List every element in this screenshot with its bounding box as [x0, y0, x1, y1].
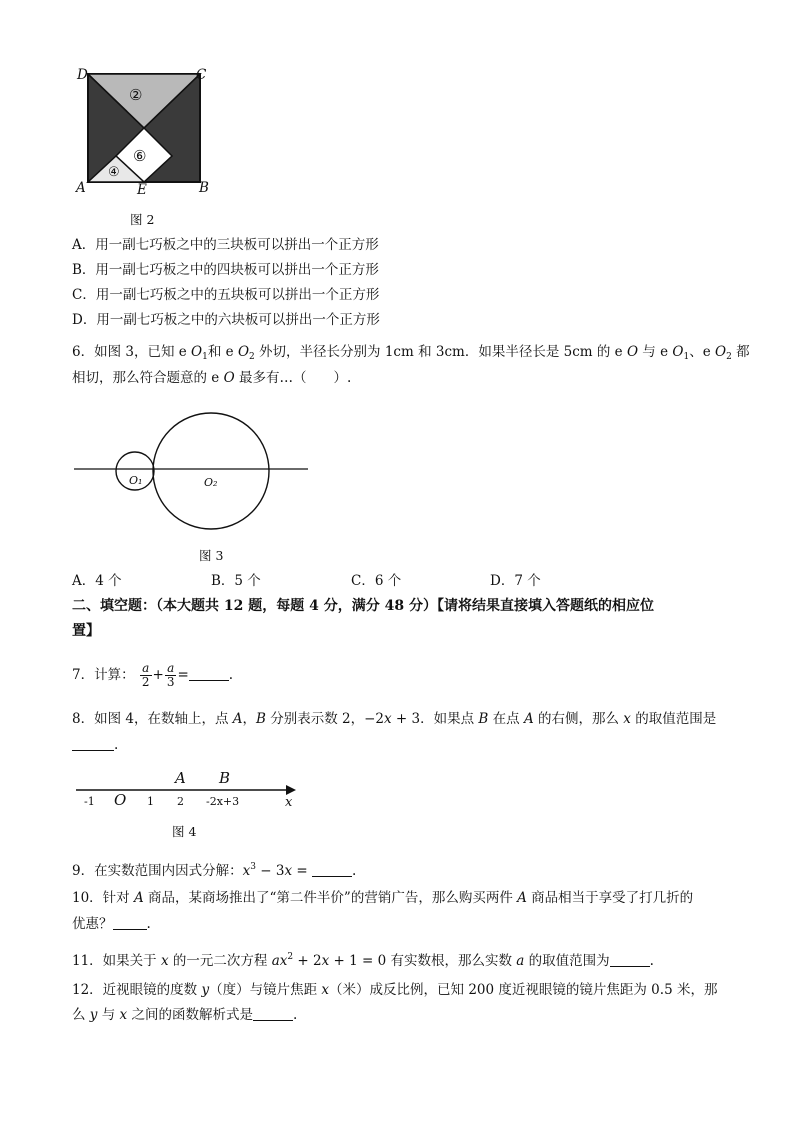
q5-option-d: D．用一副七巧板之中的六块板可以拼出一个正方形 [72, 312, 380, 328]
q11: 11．如果关于 x 的一元二次方程 $ax^2 + 2x + 1 = 0$ 有实数根，那么实数 a 的取值范围为 . [72, 952, 654, 969]
figure-3-circles [72, 405, 312, 535]
q6-line1: 6．如图 3，已知 e $O_1$和 e $O_2$ 外切，半径长分别为 1cm 和 3cm．如果半径长是 5cm 的 e O 与 e $O_1$、e $O_2$ 都 [72, 344, 750, 362]
q7-answer-blank [189, 666, 229, 681]
q7: 7．计算： $\frac{a}{2}$ + $\frac{a}{3}$ = . [72, 661, 234, 689]
fig2-label-D: D [77, 67, 88, 83]
q9: 9．在实数范围内因式分解：$x^3 - 3x$ = . [72, 862, 357, 879]
fig3-label-o2: O₂ [204, 476, 218, 489]
q8-answer-blank [72, 736, 114, 751]
q6-option-b: B．5 个 [211, 573, 261, 589]
q8-line2: . [72, 736, 118, 754]
q8-line1: 8．如图 4，在数轴上，点 A，B 分别表示数 2，−2x + 3．如果点 B 在点 A 的右侧，那么 x 的取值范围是 [72, 711, 717, 727]
q10-answer-blank [113, 915, 147, 930]
fig2-caption: 图 2 [130, 212, 155, 227]
q10-line2: 优惠？ . [72, 916, 151, 932]
fig4-point-A: A [175, 769, 186, 787]
fig2-label-C: C [196, 67, 207, 83]
fig4-tick-origin: O [114, 791, 127, 809]
fig3-label-o1: O₁ [129, 474, 143, 487]
q6-option-a: A．4 个 [72, 573, 122, 589]
section2-header-line1: 二、填空题：（本大题共 12 题，每题 4 分，满分 48 分）【请将结果直接填入答题纸的相应位 [72, 598, 654, 614]
q6-option-d: D．7 个 [490, 573, 541, 589]
fig4-tick-neg1: -1 [84, 795, 95, 808]
fig3-caption: 图 3 [199, 548, 224, 563]
fig2-label-A: A [76, 180, 86, 196]
fig4-tick-2: 2 [177, 795, 184, 808]
fig4-point-B: B [219, 769, 231, 787]
q12-answer-blank [253, 1006, 293, 1021]
q5-option-c: C．用一副七巧板之中的五块板可以拼出一个正方形 [72, 287, 380, 303]
fig4-tick-B-value: -2x+3 [206, 795, 240, 808]
q11-answer-blank [610, 952, 650, 967]
fig2-label-E: E [137, 182, 147, 198]
fig2-label-6: ⑥ [133, 147, 147, 165]
fig2-label-4: ④ [108, 165, 120, 180]
fig4-tick-1: 1 [147, 795, 154, 808]
q10-line1: 10．针对 A 商品，某商场推出了“第二件半价”的营销广告，那么购买两件 A 商品相当于享受了打几折的 [72, 890, 694, 906]
fig4-caption: 图 4 [172, 824, 197, 839]
figure-4-number-line [74, 780, 298, 810]
figure-2-tangram [80, 70, 210, 190]
q6-option-c: C．6 个 [351, 573, 402, 589]
q5-option-a: A．用一副七巧板之中的三块板可以拼出一个正方形 [72, 237, 379, 253]
q5-option-b: B．用一副七巧板之中的四块板可以拼出一个正方形 [72, 262, 379, 278]
fig2-label-B: B [199, 180, 209, 196]
section2-header-line2: 置】 [72, 623, 100, 639]
q6-line2: 相切，那么符合题意的 e O 最多有…（ ）. [72, 370, 352, 386]
q12-line2: 么 y 与 x 之间的函数解析式是 . [72, 1007, 298, 1023]
q12-line1: 12．近视眼镜的度数 y（度）与镜片焦距 x（米）成反比例，已知 200 度近视眼镜的镜片焦距为 0.5 米，那 [72, 982, 718, 998]
fig4-axis-x: x [285, 795, 293, 810]
fig2-label-2: ② [129, 86, 143, 104]
q9-answer-blank [312, 862, 352, 877]
